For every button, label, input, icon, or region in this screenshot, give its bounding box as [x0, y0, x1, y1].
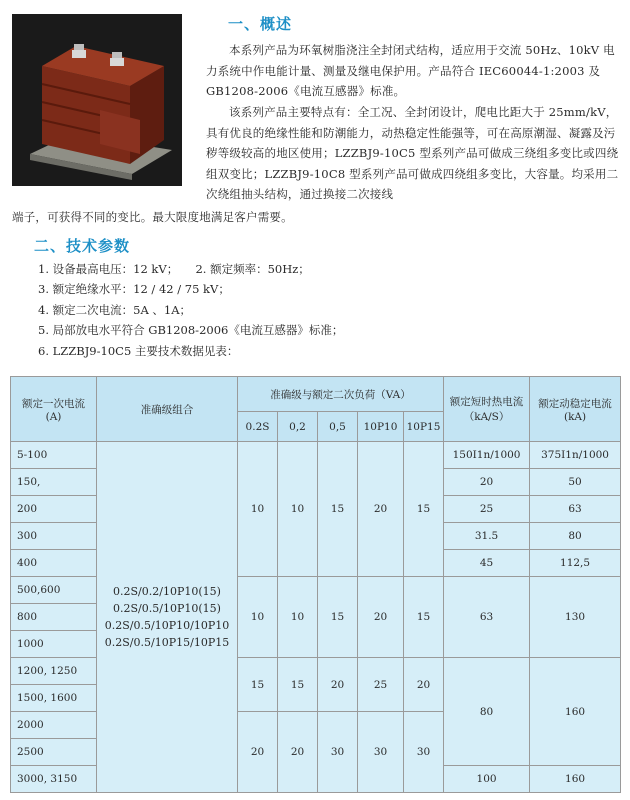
- primary-current-cell: 5-100: [11, 442, 97, 469]
- primary-current-cell: 2500: [11, 739, 97, 766]
- load-cell: 15: [318, 577, 358, 658]
- load-cell: 25: [358, 658, 404, 712]
- spec-item: 1. 设备最高电压：12 kV； 2. 额定频率：50Hz；: [38, 262, 310, 276]
- primary-current-cell: 1200, 1250: [11, 658, 97, 685]
- primary-current-cell: 3000, 3150: [11, 766, 97, 793]
- load-cell: 10: [278, 442, 318, 577]
- spec-item: 3. 额定绝缘水平：12 / 42 / 75 kV；: [38, 282, 230, 297]
- primary-current-cell: 500,600: [11, 577, 97, 604]
- load-cell: 15: [404, 442, 444, 577]
- primary-current-cell: 300: [11, 523, 97, 550]
- thermal-current-cell: 31.5: [444, 523, 530, 550]
- spec-table: [10, 376, 621, 793]
- dynamic-current-cell: 130: [530, 577, 621, 658]
- load-cell: 20: [358, 577, 404, 658]
- primary-current-cell: 1500, 1600: [11, 685, 97, 712]
- dynamic-current-cell: 375I1n/1000: [530, 442, 621, 469]
- load-cell: 20: [278, 712, 318, 793]
- spec-item: 6. LZZBJ9-10C5 主要技术数据见表：: [38, 343, 239, 358]
- header-dynamic-current: 额定动稳定电流 (kA): [530, 377, 621, 442]
- header-thermal-current: 额定短时热电流 （kA/S）: [444, 377, 530, 442]
- product-photo: [12, 14, 182, 186]
- thermal-current-cell: 100: [444, 766, 530, 793]
- thermal-current-cell: 63: [444, 577, 530, 658]
- load-cell: 20: [318, 658, 358, 712]
- load-cell: 20: [238, 712, 278, 793]
- overview-paragraph-1: 本系列产品为环氧树脂浇注全封闭式结构，适应用于交流 50Hz、10kV 电力系统中作电能计量、测量及继电保护用。产品符合 IEC60044-1:2003 及 GB1208-2006《电流互感器》标准。: [206, 43, 615, 98]
- load-cell: 10: [278, 577, 318, 658]
- accuracy-combo-cell: 0.2S/0.2/10P10(15) 0.2S/0.5/10P10(15) 0.2S/0.5/10P10/10P10 0.2S/0.5/10P15/10P15: [97, 442, 238, 793]
- load-cell: 10: [238, 442, 278, 577]
- section-title-specs: 二、技术参数: [34, 237, 131, 255]
- header-secondary-load: 准确级与额定二次负荷（VA）: [238, 377, 444, 412]
- thermal-current-cell: 150I1n/1000: [444, 442, 530, 469]
- header-load-col: 0,2: [278, 412, 318, 442]
- dynamic-current-cell: 50: [530, 469, 621, 496]
- dynamic-current-cell: 112,5: [530, 550, 621, 577]
- header-load-col: 0.2S: [238, 412, 278, 442]
- dynamic-current-cell: 80: [530, 523, 621, 550]
- section-title-overview: 一、概述: [228, 15, 293, 33]
- header-primary-current: 额定一次电流 (A): [11, 377, 97, 442]
- header-load-col: 0,5: [318, 412, 358, 442]
- thermal-current-cell: 45: [444, 550, 530, 577]
- spec-item: 4. 额定二次电流：5A 、1A；: [38, 302, 192, 317]
- load-cell: 20: [404, 658, 444, 712]
- dynamic-current-cell: 63: [530, 496, 621, 523]
- thermal-current-cell: 25: [444, 496, 530, 523]
- header-load-col: 10P15: [404, 412, 444, 442]
- header-accuracy-combo: 准确级组合: [97, 377, 238, 442]
- primary-current-cell: 400: [11, 550, 97, 577]
- load-cell: 30: [358, 712, 404, 793]
- dynamic-current-cell: 160: [530, 658, 621, 766]
- header-load-col: 10P10: [358, 412, 404, 442]
- load-cell: 30: [318, 712, 358, 793]
- primary-current-cell: 1000: [11, 631, 97, 658]
- primary-current-cell: 800: [11, 604, 97, 631]
- spec-item: 5. 局部放电水平符合 GB1208-2006《电流互感器》标准；: [38, 323, 344, 338]
- overview-paragraph-2-cont: 端子，可获得不同的变比。最大限度地满足客户需要。: [12, 210, 293, 224]
- load-cell: 15: [238, 658, 278, 712]
- primary-current-cell: 2000: [11, 712, 97, 739]
- primary-current-cell: 150,: [11, 469, 97, 496]
- primary-current-cell: 200: [11, 496, 97, 523]
- dynamic-current-cell: 160: [530, 766, 621, 793]
- load-cell: 10: [238, 577, 278, 658]
- thermal-current-cell: 20: [444, 469, 530, 496]
- overview-paragraph-2: 该系列产品主要特点有：全工况、全封闭设计，爬电比距大于 25mm/kV，具有优良的绝缘性能和防潮能力，动热稳定性能强等，可在高原潮湿、凝露及污秽等级较高的地区使用；LZZBJ9-10C5 型系列产品可做成三绕组多变比或四绕组双变比；LZZBJ9-10C8 型系列产品可做成四绕组多变比，大容量。均采用二次绕组抽头结构，通过换接二次接线: [206, 105, 619, 201]
- load-cell: 15: [318, 442, 358, 577]
- load-cell: 15: [404, 577, 444, 658]
- load-cell: 30: [404, 712, 444, 793]
- load-cell: 20: [358, 442, 404, 577]
- spec-list: [38, 259, 343, 361]
- load-cell: 15: [278, 658, 318, 712]
- thermal-current-cell: 80: [444, 658, 530, 766]
